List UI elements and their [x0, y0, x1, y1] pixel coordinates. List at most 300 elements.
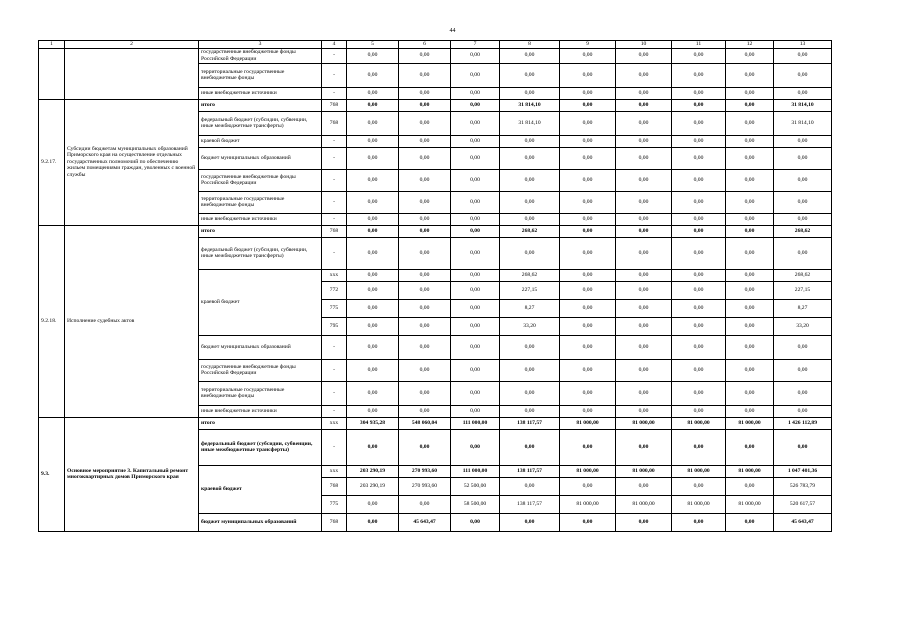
amount-cell: 0,00	[500, 147, 560, 169]
funding-source: бюджет муниципальных образований	[199, 513, 322, 531]
amount-cell: 0,00	[347, 429, 399, 465]
budget-code: 795	[322, 317, 347, 335]
amount-cell: 31 814,10	[774, 111, 832, 135]
budget-code: 775	[322, 495, 347, 513]
amount-cell: 0,00	[451, 237, 500, 269]
amount-cell: 111 000,00	[451, 417, 500, 429]
amount-cell: 0,00	[774, 169, 832, 191]
table-row	[39, 99, 832, 111]
amount-cell: 0,00	[451, 48, 500, 63]
amount-cell: 0,00	[399, 299, 451, 317]
amount-cell: 0,00	[774, 63, 832, 87]
amount-cell: 0,00	[560, 335, 616, 359]
amount-cell: 0,00	[726, 317, 774, 335]
amount-cell: 0,00	[500, 191, 560, 213]
amount-cell: 0,00	[616, 335, 672, 359]
amount-cell: 0,00	[399, 225, 451, 237]
budget-code: -	[322, 335, 347, 359]
amount-cell: 0,00	[672, 191, 726, 213]
amount-cell: 0,00	[347, 299, 399, 317]
budget-code: -	[322, 135, 347, 147]
amount-cell: 0,00	[726, 213, 774, 225]
item-name: Исполнение судебных актов	[65, 225, 199, 417]
amount-cell: 0,00	[726, 135, 774, 147]
amount-cell: 45 643,47	[399, 513, 451, 531]
amount-cell: 270 993,60	[399, 477, 451, 495]
amount-cell: 0,00	[347, 335, 399, 359]
amount-cell: 0,00	[560, 299, 616, 317]
amount-cell: 0,00	[560, 429, 616, 465]
funding-source: территориальные государственные внебюджетные фонды	[199, 63, 322, 87]
amount-cell: 0,00	[726, 299, 774, 317]
header-col: 6	[399, 41, 451, 49]
header-col: 9	[560, 41, 616, 49]
header-col: 8	[500, 41, 560, 49]
header-col: 11	[672, 41, 726, 49]
amount-cell: 0,00	[774, 335, 832, 359]
header-col: 1	[39, 41, 65, 49]
amount-cell: 203 290,19	[347, 477, 399, 495]
funding-source: бюджет муниципальных образований	[199, 147, 322, 169]
amount-cell: 0,00	[347, 169, 399, 191]
header-row	[39, 41, 832, 49]
amount-cell: 0,00	[560, 63, 616, 87]
amount-cell: 227,15	[500, 281, 560, 299]
funding-source: бюджет муниципальных образований	[199, 335, 322, 359]
amount-cell: 0,00	[774, 191, 832, 213]
amount-cell: 0,00	[500, 335, 560, 359]
amount-cell: 0,00	[399, 381, 451, 405]
funding-source: иные внебюджетные источники	[199, 87, 322, 99]
amount-cell: 0,00	[616, 213, 672, 225]
header-col: 3	[199, 41, 322, 49]
amount-cell: 31 814,10	[500, 111, 560, 135]
amount-cell: 31 814,10	[774, 99, 832, 111]
amount-cell: 0,00	[774, 213, 832, 225]
budget-code: -	[322, 48, 347, 63]
amount-cell: 0,00	[560, 99, 616, 111]
budget-code: -	[322, 169, 347, 191]
budget-code: 775	[322, 299, 347, 317]
amount-cell: 0,00	[399, 213, 451, 225]
amount-cell: 0,00	[451, 317, 500, 335]
amount-cell: 0,00	[451, 213, 500, 225]
item-name	[65, 48, 199, 99]
funding-source: краевой бюджет	[199, 269, 322, 335]
item-number: 9.3.	[39, 417, 65, 531]
amount-cell: 0,00	[672, 299, 726, 317]
amount-cell: 0,00	[616, 135, 672, 147]
amount-cell: 0,00	[347, 495, 399, 513]
amount-cell: 138 117,57	[500, 495, 560, 513]
amount-cell: 0,00	[672, 317, 726, 335]
amount-cell: 0,00	[399, 281, 451, 299]
budget-code: -	[322, 191, 347, 213]
amount-cell: 0,00	[560, 281, 616, 299]
budget-code: 772	[322, 281, 347, 299]
budget-code: 768	[322, 513, 347, 531]
amount-cell: 0,00	[726, 429, 774, 465]
amount-cell: 0,00	[560, 48, 616, 63]
amount-cell: 0,00	[672, 135, 726, 147]
amount-cell: 0,00	[672, 269, 726, 281]
amount-cell: 0,00	[774, 48, 832, 63]
budget-code: -	[322, 63, 347, 87]
amount-cell: 268,62	[500, 269, 560, 281]
amount-cell: 0,00	[500, 87, 560, 99]
amount-cell: 81 000,00	[560, 495, 616, 513]
budget-code: -	[322, 405, 347, 417]
amount-cell: 0,00	[560, 87, 616, 99]
amount-cell: 0,00	[560, 191, 616, 213]
funding-source: федеральный бюджет (субсидии, субвенции, иные межбюджетные трансферты)	[199, 111, 322, 135]
table-row	[39, 225, 832, 237]
amount-cell: 0,00	[451, 381, 500, 405]
amount-cell: 0,00	[451, 111, 500, 135]
amount-cell: 0,00	[726, 225, 774, 237]
amount-cell: 0,00	[672, 237, 726, 269]
amount-cell: 304 935,28	[347, 417, 399, 429]
amount-cell: 81 000,00	[672, 495, 726, 513]
amount-cell: 0,00	[399, 87, 451, 99]
budget-code: -	[322, 213, 347, 225]
header-col: 2	[65, 41, 199, 49]
amount-cell: 0,00	[399, 48, 451, 63]
item-name: Субсидии бюджетам муниципальных образований Приморского края на осуществление отдельных государственных полномочий по обеспечению жильем помещениями граждан, уволенных с военной службы	[65, 99, 199, 225]
amount-cell: 33,20	[774, 317, 832, 335]
amount-cell: 0,00	[672, 381, 726, 405]
amount-cell: 0,00	[560, 381, 616, 405]
budget-code: 768	[322, 477, 347, 495]
amount-cell: 0,00	[399, 429, 451, 465]
amount-cell: 0,00	[560, 513, 616, 531]
amount-cell: 0,00	[560, 237, 616, 269]
amount-cell: 0,00	[347, 269, 399, 281]
amount-cell: 0,00	[451, 63, 500, 87]
amount-cell: 0,00	[347, 147, 399, 169]
amount-cell: 0,00	[616, 429, 672, 465]
amount-cell: 0,00	[500, 48, 560, 63]
amount-cell: 0,00	[399, 147, 451, 169]
amount-cell: 0,00	[347, 381, 399, 405]
item-number: 9.2.17.	[39, 99, 65, 225]
amount-cell: 0,00	[347, 99, 399, 111]
funding-source: итого	[199, 417, 322, 429]
amount-cell: 0,00	[560, 359, 616, 381]
item-name: Основное мероприятие 3. Капитальный ремонт многоквартирных домов Приморского края	[65, 417, 199, 531]
item-number	[39, 48, 65, 99]
amount-cell: 0,00	[347, 87, 399, 99]
header-col: 12	[726, 41, 774, 49]
amount-cell: 0,00	[726, 405, 774, 417]
amount-cell: 0,00	[616, 48, 672, 63]
amount-cell: 0,00	[616, 147, 672, 169]
amount-cell: 1 426 112,89	[774, 417, 832, 429]
amount-cell: 0,00	[672, 281, 726, 299]
amount-cell: 0,00	[399, 269, 451, 281]
amount-cell: 0,00	[774, 147, 832, 169]
amount-cell: 0,00	[726, 169, 774, 191]
amount-cell: 0,00	[616, 87, 672, 99]
amount-cell: 0,00	[726, 269, 774, 281]
amount-cell: 81 000,00	[672, 417, 726, 429]
amount-cell: 268,62	[774, 269, 832, 281]
header-col: 13	[774, 41, 832, 49]
amount-cell: 0,00	[500, 359, 560, 381]
funding-source: федеральный бюджет (субсидии, субвенции, иные межбюджетные трансферты)	[199, 429, 322, 465]
table-row	[39, 417, 832, 429]
amount-cell: 81 000,00	[616, 417, 672, 429]
amount-cell: 0,00	[347, 513, 399, 531]
amount-cell: 0,00	[347, 111, 399, 135]
amount-cell: 0,00	[616, 513, 672, 531]
amount-cell: 0,00	[451, 87, 500, 99]
amount-cell: 0,00	[451, 513, 500, 531]
amount-cell: 81 000,00	[726, 495, 774, 513]
amount-cell: 0,00	[616, 477, 672, 495]
amount-cell: 0,00	[672, 147, 726, 169]
funding-source: государственные внебюджетные фонды Российской Федерации	[199, 48, 322, 63]
amount-cell: 0,00	[616, 381, 672, 405]
amount-cell: 0,00	[672, 429, 726, 465]
amount-cell: 0,00	[347, 191, 399, 213]
funding-source: государственные внебюджетные фонды Российской Федерации	[199, 359, 322, 381]
amount-cell: 81 000,00	[616, 495, 672, 513]
amount-cell: 0,00	[672, 477, 726, 495]
amount-cell: 0,00	[672, 213, 726, 225]
funding-source: итого	[199, 99, 322, 111]
amount-cell: 0,00	[726, 63, 774, 87]
amount-cell: 0,00	[672, 63, 726, 87]
budget-code: -	[322, 147, 347, 169]
amount-cell: 0,00	[672, 225, 726, 237]
amount-cell: 0,00	[399, 111, 451, 135]
amount-cell: 0,00	[672, 48, 726, 63]
amount-cell: 0,00	[616, 191, 672, 213]
funding-source: государственные внебюджетные фонды Российской Федерации	[199, 169, 322, 191]
amount-cell: 0,00	[560, 111, 616, 135]
budget-code: ххх	[322, 417, 347, 429]
funding-source: федеральный бюджет (субсидии, субвенции, иные межбюджетные трансферты)	[199, 237, 322, 269]
amount-cell: 0,00	[672, 99, 726, 111]
amount-cell: 0,00	[616, 237, 672, 269]
amount-cell: 0,00	[774, 87, 832, 99]
budget-code: 768	[322, 99, 347, 111]
funding-source: краевой бюджет	[199, 135, 322, 147]
amount-cell: 81 000,00	[672, 465, 726, 477]
amount-cell: 0,00	[399, 317, 451, 335]
amount-cell: 58 500,00	[451, 495, 500, 513]
amount-cell: 0,00	[500, 237, 560, 269]
budget-code: -	[322, 429, 347, 465]
header-col: 5	[347, 41, 399, 49]
amount-cell: 0,00	[500, 169, 560, 191]
header-col: 10	[616, 41, 672, 49]
amount-cell: 0,00	[500, 135, 560, 147]
amount-cell: 0,00	[616, 281, 672, 299]
amount-cell: 0,00	[726, 513, 774, 531]
amount-cell: 0,00	[399, 405, 451, 417]
amount-cell: 0,00	[451, 191, 500, 213]
amount-cell: 0,00	[347, 405, 399, 417]
amount-cell: 0,00	[726, 335, 774, 359]
amount-cell: 0,00	[616, 269, 672, 281]
amount-cell: 0,00	[726, 359, 774, 381]
amount-cell: 31 814,10	[500, 99, 560, 111]
amount-cell: 0,00	[399, 335, 451, 359]
amount-cell: 0,00	[774, 429, 832, 465]
amount-cell: 0,00	[560, 269, 616, 281]
amount-cell: 0,00	[672, 169, 726, 191]
amount-cell: 0,00	[672, 335, 726, 359]
amount-cell: 0,00	[774, 135, 832, 147]
amount-cell: 0,00	[726, 147, 774, 169]
amount-cell: 0,00	[347, 225, 399, 237]
funding-source: территориальные государственные внебюджетные фонды	[199, 381, 322, 405]
amount-cell: 138 117,57	[500, 465, 560, 477]
amount-cell: 0,00	[451, 169, 500, 191]
amount-cell: 0,00	[347, 135, 399, 147]
amount-cell: 0,00	[347, 359, 399, 381]
amount-cell: 52 500,00	[451, 477, 500, 495]
amount-cell: 0,00	[500, 63, 560, 87]
amount-cell: 0,00	[560, 405, 616, 417]
amount-cell: 0,00	[347, 48, 399, 63]
amount-cell: 0,00	[399, 237, 451, 269]
amount-cell: 0,00	[560, 147, 616, 169]
amount-cell: 0,00	[726, 381, 774, 405]
amount-cell: 0,00	[616, 169, 672, 191]
amount-cell: 0,00	[560, 169, 616, 191]
amount-cell: 0,00	[560, 135, 616, 147]
page-number: 44	[449, 28, 456, 34]
budget-table	[38, 40, 832, 532]
amount-cell: 0,00	[616, 99, 672, 111]
amount-cell: 0,00	[347, 317, 399, 335]
funding-source: территориальные государственные внебюджетные фонды	[199, 191, 322, 213]
amount-cell: 81 000,00	[726, 465, 774, 477]
amount-cell: 0,00	[399, 135, 451, 147]
amount-cell: 0,00	[726, 477, 774, 495]
amount-cell: 0,00	[451, 335, 500, 359]
amount-cell: 33,20	[500, 317, 560, 335]
funding-source: итого	[199, 225, 322, 237]
amount-cell: 0,00	[500, 213, 560, 225]
amount-cell: 0,00	[616, 111, 672, 135]
amount-cell: 0,00	[451, 359, 500, 381]
amount-cell: 0,00	[451, 225, 500, 237]
amount-cell: 0,00	[672, 405, 726, 417]
amount-cell: 526 783,79	[774, 477, 832, 495]
amount-cell: 0,00	[726, 48, 774, 63]
item-number: 9.2.18.	[39, 225, 65, 417]
amount-cell: 0,00	[560, 213, 616, 225]
amount-cell: 0,00	[347, 281, 399, 299]
amount-cell: 0,00	[726, 281, 774, 299]
header-col: 7	[451, 41, 500, 49]
amount-cell: 1 047 401,36	[774, 465, 832, 477]
amount-cell: 81 000,00	[726, 417, 774, 429]
amount-cell: 0,00	[672, 513, 726, 531]
amount-cell: 0,00	[451, 405, 500, 417]
amount-cell: 0,00	[672, 359, 726, 381]
amount-cell: 0,00	[399, 191, 451, 213]
amount-cell: 0,00	[451, 135, 500, 147]
amount-cell: 0,00	[500, 405, 560, 417]
amount-cell: 0,00	[726, 99, 774, 111]
amount-cell: 0,00	[451, 281, 500, 299]
amount-cell: 81 000,00	[560, 417, 616, 429]
amount-cell: 0,00	[347, 63, 399, 87]
amount-cell: 138 117,57	[500, 417, 560, 429]
amount-cell: 520 617,57	[774, 495, 832, 513]
amount-cell: 0,00	[399, 495, 451, 513]
amount-cell: 0,00	[672, 111, 726, 135]
amount-cell: 81 000,00	[560, 465, 616, 477]
amount-cell: 0,00	[774, 359, 832, 381]
amount-cell: 0,00	[672, 87, 726, 99]
amount-cell: 0,00	[500, 429, 560, 465]
budget-code: ххх	[322, 465, 347, 477]
table-row	[39, 48, 832, 63]
amount-cell: 8,27	[774, 299, 832, 317]
budget-code: -	[322, 237, 347, 269]
amount-cell: 0,00	[560, 477, 616, 495]
amount-cell: 227,15	[774, 281, 832, 299]
amount-cell: 548 060,04	[399, 417, 451, 429]
amount-cell: 0,00	[616, 225, 672, 237]
amount-cell: 0,00	[451, 429, 500, 465]
budget-code: -	[322, 87, 347, 99]
amount-cell: 0,00	[774, 381, 832, 405]
amount-cell: 0,00	[616, 299, 672, 317]
amount-cell: 0,00	[616, 359, 672, 381]
budget-code: ххх	[322, 269, 347, 281]
budget-code: 768	[322, 111, 347, 135]
amount-cell: 81 000,00	[616, 465, 672, 477]
amount-cell: 0,00	[451, 299, 500, 317]
amount-cell: 0,00	[616, 405, 672, 417]
amount-cell: 0,00	[451, 99, 500, 111]
amount-cell: 0,00	[726, 87, 774, 99]
amount-cell: 0,00	[726, 111, 774, 135]
amount-cell: 0,00	[616, 63, 672, 87]
amount-cell: 111 000,00	[451, 465, 500, 477]
amount-cell: 8,27	[500, 299, 560, 317]
amount-cell: 0,00	[726, 191, 774, 213]
funding-source: иные внебюджетные источники	[199, 405, 322, 417]
amount-cell: 0,00	[451, 147, 500, 169]
amount-cell: 0,00	[451, 269, 500, 281]
budget-code: -	[322, 359, 347, 381]
amount-cell: 0,00	[500, 381, 560, 405]
amount-cell: 45 643,47	[774, 513, 832, 531]
amount-cell: 0,00	[347, 213, 399, 225]
amount-cell: 203 290,19	[347, 465, 399, 477]
amount-cell: 0,00	[399, 169, 451, 191]
amount-cell: 268,62	[500, 225, 560, 237]
amount-cell: 0,00	[399, 359, 451, 381]
amount-cell: 0,00	[774, 237, 832, 269]
funding-source: краевой бюджет	[199, 465, 322, 513]
amount-cell: 0,00	[500, 513, 560, 531]
amount-cell: 0,00	[560, 317, 616, 335]
amount-cell: 268,62	[774, 225, 832, 237]
amount-cell: 0,00	[347, 237, 399, 269]
budget-code: 768	[322, 225, 347, 237]
amount-cell: 0,00	[399, 63, 451, 87]
amount-cell: 0,00	[500, 477, 560, 495]
